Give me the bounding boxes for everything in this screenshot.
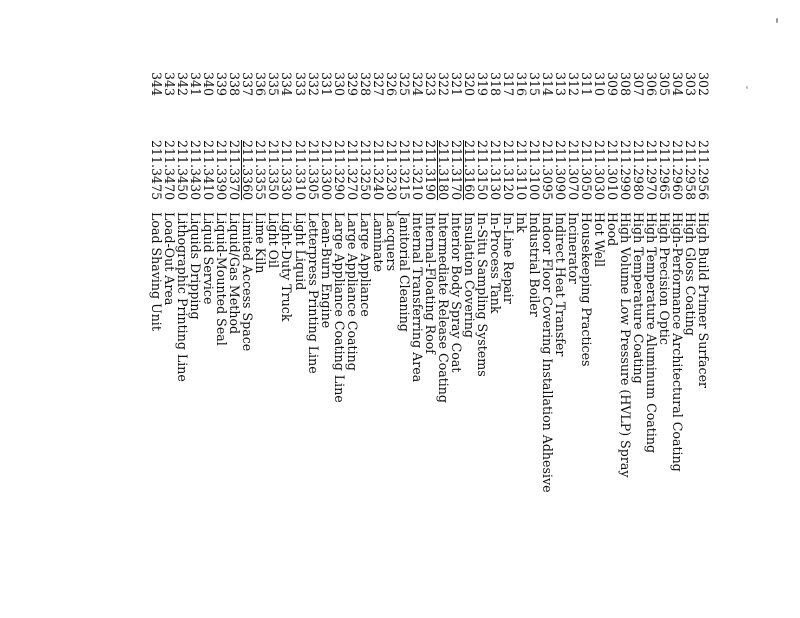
term: Interior Body Spray Coat: [448, 212, 464, 373]
list-item: [320, 72, 333, 618]
list-item: [541, 72, 554, 618]
item-number: 303: [682, 72, 698, 97]
term: Liquid Service: [201, 212, 217, 305]
list-item: [385, 72, 398, 618]
term: Hood: [604, 212, 620, 247]
item-number: 332: [305, 72, 321, 97]
list-item: [463, 72, 476, 618]
item-number: 336: [253, 72, 269, 97]
term: Large Appliance Coating Line: [331, 212, 347, 403]
item-number: 335: [266, 72, 282, 97]
list-item: [515, 72, 528, 618]
section-code: 211.2958: [682, 140, 698, 201]
scan-speck: [776, 18, 778, 23]
item-number: 319: [474, 72, 490, 97]
list-item: [241, 72, 254, 618]
section-code: 211.3210: [409, 140, 425, 201]
item-number: 340: [201, 72, 217, 97]
list-item: [671, 72, 684, 618]
section-code: 211.2980: [630, 140, 646, 201]
section-code: 211.3390: [214, 140, 230, 201]
item-number: 330: [331, 72, 347, 97]
list-item: [684, 72, 697, 618]
section-code: 211.3050: [578, 140, 594, 201]
list-item: [424, 72, 437, 618]
list-item: [528, 72, 541, 618]
term: Limited Access Space: [240, 212, 256, 352]
item-number: 318: [487, 72, 503, 97]
item-number: 338: [227, 72, 243, 97]
term: Load-Out Area: [162, 212, 178, 306]
term: Liquid/Gas Method: [227, 212, 243, 335]
term: In-Process Tank: [487, 212, 503, 314]
section-code: 211.3430: [188, 140, 204, 201]
list-item: [267, 72, 280, 618]
list-item: [567, 72, 580, 618]
list-item: [215, 72, 228, 618]
section-code: 211.3010: [604, 140, 620, 201]
list-item: [554, 72, 567, 618]
section-code: 211.3090: [552, 140, 568, 201]
section-code: 211.3130: [487, 140, 503, 201]
section-code: 211.3450: [175, 140, 191, 201]
list-item: [450, 72, 463, 618]
list-item: [307, 72, 320, 618]
section-code: 211.3290: [331, 140, 347, 201]
item-number: 327: [370, 72, 386, 97]
definitions-list: [150, 72, 710, 618]
section-code: 211.3030: [591, 140, 607, 201]
term: Lithographic Printing Line: [175, 212, 191, 382]
term: In-Line Repair: [500, 212, 516, 304]
section-code: 211.3410: [201, 140, 217, 201]
term: Internal Transferring Area: [409, 212, 425, 383]
term: Letterpress Printing Line: [305, 212, 321, 374]
term: Lacquers: [383, 212, 399, 272]
list-item: [150, 72, 163, 618]
section-code: 211.3300: [318, 140, 334, 201]
section-code: 211.3215: [396, 140, 412, 201]
term: Hot Well: [591, 212, 607, 268]
term: Lean-Burn Engine: [318, 212, 334, 329]
item-number: 324: [409, 72, 425, 97]
term: Industrial Boiler: [526, 212, 542, 317]
section-code: 211.3070: [565, 140, 581, 201]
term: Light Oil: [266, 212, 282, 269]
list-item: [202, 72, 215, 618]
item-number: 315: [526, 72, 542, 97]
list-item: [346, 72, 359, 618]
section-code: 211.3150: [474, 140, 490, 201]
list-item: [280, 72, 293, 618]
item-number: 313: [552, 72, 568, 97]
list-item: [476, 72, 489, 618]
term: High Gloss Coating: [682, 212, 698, 336]
term: High Precision Optic: [656, 212, 672, 345]
list-item: [593, 72, 606, 618]
section-code: 211.3270: [344, 140, 360, 201]
item-number: 305: [656, 72, 672, 97]
term: Liquids Dripping: [188, 212, 204, 320]
term: Large Appliance: [357, 212, 373, 317]
section-code: 211.3240: [370, 140, 386, 201]
item-number: 311: [578, 72, 594, 97]
list-item: [489, 72, 502, 618]
term: Indoor Floor Covering Installation Adhesive: [539, 212, 555, 493]
section-code: 211.3350: [266, 140, 282, 201]
section-code: 211.3170: [448, 140, 464, 201]
item-number: 343: [162, 72, 178, 97]
item-number: 307: [630, 72, 646, 97]
list-item: [163, 72, 176, 618]
item-number: 323: [422, 72, 438, 97]
item-number: 331: [318, 72, 334, 97]
term: Liquid-Mounted Seal: [214, 212, 230, 346]
section-code: 211.3305: [305, 140, 321, 201]
term: High Volume Low Pressure (HVLP) Spray: [617, 212, 633, 478]
section-code: 211.2956: [696, 140, 711, 201]
section-code: 211.3470: [162, 140, 178, 201]
list-item: [697, 72, 710, 618]
item-number: 309: [604, 72, 620, 97]
list-item: [398, 72, 411, 618]
section-code: 211.2960: [669, 140, 685, 201]
list-item: [228, 72, 241, 618]
item-number: 310: [591, 72, 607, 97]
section-code: 211.2965: [656, 140, 672, 201]
list-item: [294, 72, 307, 618]
item-number: 317: [500, 72, 516, 97]
section-code: 211.3370: [227, 140, 243, 201]
section-code: 211.3475: [149, 140, 165, 201]
item-number: 328: [357, 72, 373, 97]
section-code: 211.2970: [643, 140, 659, 201]
section-code: 211.3230: [383, 140, 399, 201]
term: Internal-Floating Roof: [422, 212, 438, 354]
item-number: 342: [175, 72, 191, 97]
list-item: [580, 72, 593, 618]
term: Load Shaving Unit: [149, 212, 165, 331]
item-number: 341: [188, 72, 204, 97]
section-code: 211.3095: [539, 140, 555, 201]
item-number: 339: [214, 72, 230, 97]
term: High Temperature Coating: [630, 212, 646, 384]
item-number: 322: [435, 72, 451, 97]
list-item: [502, 72, 515, 618]
term: Light Liquid: [292, 212, 308, 291]
list-item: [632, 72, 645, 618]
item-number: 306: [643, 72, 659, 97]
section-code: 211.3330: [279, 140, 295, 201]
term: Laminate: [370, 212, 386, 272]
section-code: 211.3110: [513, 140, 529, 201]
list-item: [411, 72, 424, 618]
list-item: [437, 72, 450, 618]
term: High Build Primer Surfacer: [696, 212, 711, 389]
term: Intermediate Release Coating: [435, 212, 451, 403]
section-code: 211.3160: [461, 140, 477, 201]
item-number: 325: [396, 72, 412, 97]
list-item: [189, 72, 202, 618]
item-number: 326: [383, 72, 399, 97]
term: High Temperature Aluminum Coating: [643, 212, 659, 454]
scan-speck: [746, 86, 748, 89]
item-number: 302: [696, 72, 711, 97]
item-number: 329: [344, 72, 360, 97]
item-number: 344: [149, 72, 165, 97]
item-number: 333: [292, 72, 308, 97]
term: Housekeeping Practices: [578, 212, 594, 367]
item-number: 314: [539, 72, 555, 97]
section-code: 211.3250: [357, 140, 373, 201]
term: Ink: [513, 212, 529, 233]
item-number: 334: [279, 72, 295, 97]
term: Janitorial Cleaning: [396, 212, 412, 332]
section-code: 211.3100: [526, 140, 542, 201]
item-number: 320: [461, 72, 477, 97]
list-item: [606, 72, 619, 618]
term: Lime Kiln: [253, 212, 269, 274]
section-code: 211.3190: [422, 140, 438, 201]
term: In-Situ Sampling Systems: [474, 212, 490, 377]
list-item: [333, 72, 346, 618]
list-item: [645, 72, 658, 618]
term: Insulation Covering: [461, 212, 477, 338]
list-item: [619, 72, 632, 618]
list-item: [176, 72, 189, 618]
term: High-Performance Architectural Coating: [669, 212, 685, 472]
item-number: 308: [617, 72, 633, 97]
term: Incinerator: [565, 212, 581, 284]
item-number: 316: [513, 72, 529, 97]
term: Light-Duty Truck: [279, 212, 295, 322]
section-code: 211.3180: [435, 140, 451, 201]
item-number: 304: [669, 72, 685, 97]
section-code: 211.3310: [292, 140, 308, 201]
list-item: [359, 72, 372, 618]
item-number: 312: [565, 72, 581, 97]
item-number: 337: [240, 72, 256, 97]
term: Large Appliance Coating: [344, 212, 360, 371]
list-item: [658, 72, 671, 618]
section-code: 211.2990: [617, 140, 633, 201]
section-code: 211.3360: [240, 140, 256, 201]
item-number: 321: [448, 72, 464, 97]
section-code: 211.3355: [253, 140, 269, 201]
list-item: [372, 72, 385, 618]
list-item: [254, 72, 267, 618]
term: Indirect Heat Transfer: [552, 212, 568, 357]
section-code: 211.3120: [500, 140, 516, 201]
